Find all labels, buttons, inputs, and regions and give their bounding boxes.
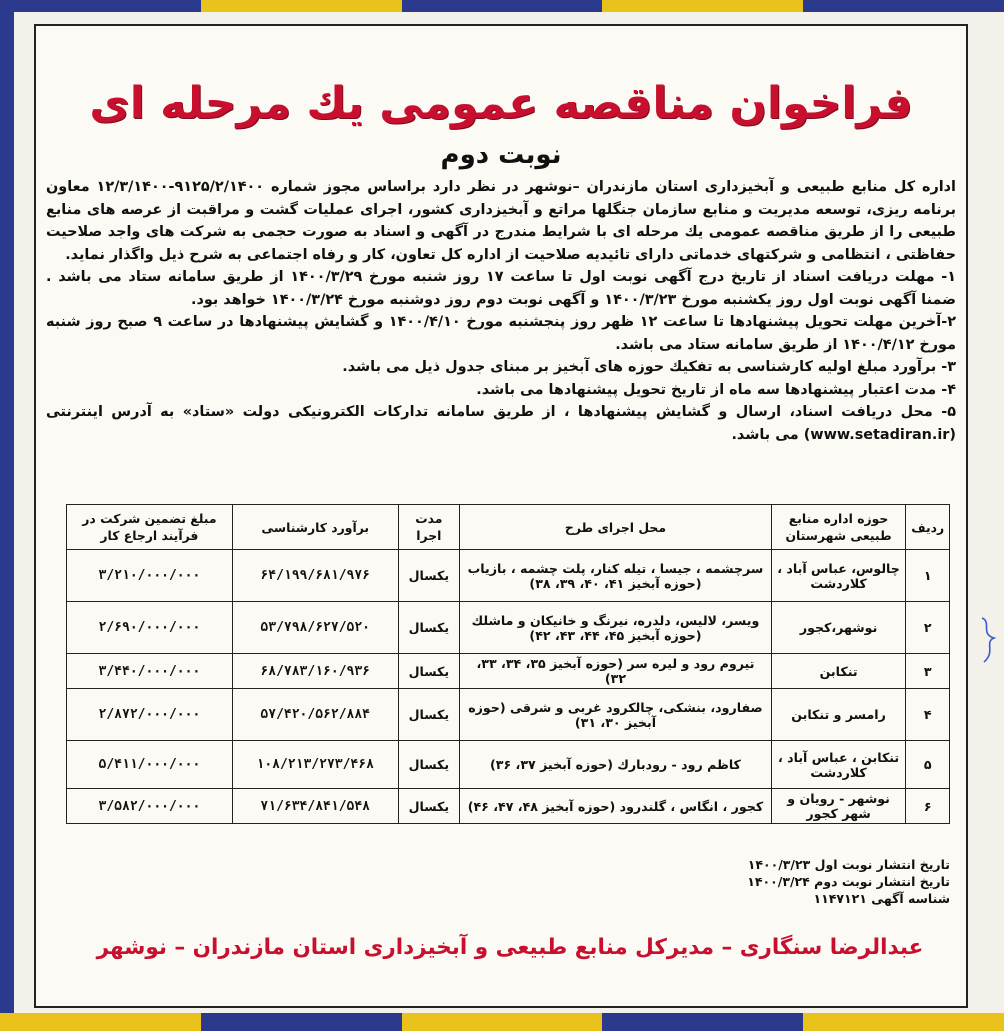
second-publication-date: تاریخ انتشار نوبت دوم ۱۴۰۰/۳/۲۴	[747, 874, 950, 889]
table-row	[67, 689, 950, 741]
cell-row-number: ۱	[906, 550, 950, 602]
col-header-guarantee: مبلغ تضمین شرکت در فرآیند ارجاع کار	[67, 505, 233, 550]
cell-location: صفارود، بنشکی، چالکرود غربی و شرقی (حوزه آبخیز ۳۰، ۳۱)	[460, 689, 772, 741]
notice-frame	[34, 24, 968, 1008]
cell-row-number: ۴	[906, 689, 950, 741]
publication-info	[70, 856, 950, 907]
tender-table	[66, 504, 950, 824]
cell-estimate: ۵۷/۴۲۰/۵۶۲/۸۸۴	[232, 689, 398, 741]
table-row	[67, 741, 950, 789]
cell-guarantee: ۳/۲۱۰/۰۰۰/۰۰۰	[67, 550, 233, 602]
cell-guarantee: ۵/۴۱۱/۰۰۰/۰۰۰	[67, 741, 233, 789]
cell-estimate: ۶۴/۱۹۹/۶۸۱/۹۷۶	[232, 550, 398, 602]
item-1: ۱- مهلت دریافت اسناد از تاریخ درج آگهی نوبت اول تا ساعت ۱۷ روز شنبه مورخ ۱۴۰۰/۳/۲۹ از طریق سامانه ستاد می باشد . ضمنا آگهی نوبت اول روز یکشنبه مورخ ۱۴۰۰/۳/۲۳ و آگهی نوبت دوم روز دوشنبه مورخ ۱۴۰۰/۳/۲۴ خواهد بود.	[46, 269, 956, 308]
col-header-duration: مدت اجرا	[398, 505, 460, 550]
cell-row-number: ۳	[906, 654, 950, 689]
intro-paragraph: اداره کل منابع طبیعی و آبخیزداری استان مازندران –نوشهر در نظر دارد براساس مجوز شماره ۹۱۲۵/۲/۱۴۰۰-۱۲/۳/۱۴۰۰ معاون برنامه ریزی، توسعه مدیریت و منابع سازمان جنگلها مراتع و آبخیزداری کشور، اجرای عملیات گشت و مراقبت از عرصه های منابع طبیعی را از طریق مناقصه عمومی یك مرحله ای با شرایط مندرج در آگهی و اسناد به صورت حجمی به شرکت های واجد صلاحیت حفاظتی ، انتظامی و شرکتهای خدماتی دارای تائیدیه صلاحیت از اداره کل تعاون، کار و رفاه اجتماعی به شرح ذیل واگذار نماید.	[46, 179, 956, 263]
cell-duration: یکسال	[398, 654, 460, 689]
bottom-edge-stripe	[0, 1013, 1004, 1031]
cell-location: تیروم رود و لیره سر (حوزه آبخیز ۳۵، ۳۴، ۳۳، ۳۲)	[460, 654, 772, 689]
item-2: ۲-آخرین مهلت تحویل پیشنهادها تا ساعت ۱۲ ظهر روز پنجشنبه مورخ ۱۴۰۰/۴/۱۰ و گشایش پیشنهادها در ساعت ۹ صبح روز شنبه مورخ ۱۴۰۰/۴/۱۲ از طریق سامانه ستاد می باشد.	[46, 314, 956, 353]
cell-estimate: ۶۸/۷۸۳/۱۶۰/۹۳۶	[232, 654, 398, 689]
cell-duration: یکسال	[398, 689, 460, 741]
cell-district: تنکابن	[771, 654, 905, 689]
cell-district: تنکابن ، عباس آباد ، کلاردشت	[771, 741, 905, 789]
col-header-district: حوزه اداره منابع طبیعی شهرستان	[771, 505, 905, 550]
item-4: ۴- مدت اعتبار پیشنهادها سه ماه از تاریخ تحویل پیشنهادها می باشد.	[476, 381, 956, 398]
table-row	[67, 550, 950, 602]
table-header-row	[67, 505, 950, 550]
cell-location: سرچشمه ، جیسا ، تیله کنار، پلت چشمه ، بازیاب (حوزه آبخیز ۴۱، ۴۰، ۳۹، ۳۸)	[460, 550, 772, 602]
cell-location: کجور ، انگاس ، گلندرود (حوزه آبخیز ۴۸، ۴۷، ۴۶)	[460, 789, 772, 824]
cell-district: نوشهر - رویان و شهر کجور	[771, 789, 905, 824]
cell-estimate: ۷۱/۶۳۴/۸۴۱/۵۴۸	[232, 789, 398, 824]
cell-district: نوشهر،کجور	[771, 602, 905, 654]
cell-duration: یکسال	[398, 741, 460, 789]
cell-duration: یکسال	[398, 789, 460, 824]
handwritten-mark	[978, 612, 1000, 668]
table-row	[67, 789, 950, 824]
notice-title: فراخوان مناقصه عمومی یك مرحله ای	[89, 78, 913, 129]
col-header-estimate: برآورد کارشناسی	[232, 505, 398, 550]
cell-location: ویسر، لالیس، دلدره، نیرنگ و خانیکان و ماشلك (حوزه آبخیز ۴۵، ۴۴، ۴۳، ۴۲)	[460, 602, 772, 654]
left-edge-stripe	[0, 0, 14, 1031]
col-header-location: محل اجرای طرح	[460, 505, 772, 550]
cell-estimate: ۱۰۸/۲۱۳/۲۷۳/۴۶۸	[232, 741, 398, 789]
cell-district: رامسر و تنکابن	[771, 689, 905, 741]
item-3: ۳- برآورد مبلغ اولیه کارشناسی به تفکیك حوزه های آبخیز بر مبنای جدول ذیل می باشد.	[342, 359, 956, 375]
notice-id: شناسه آگهی ۱۱۴۷۱۲۱	[813, 891, 950, 906]
cell-guarantee: ۲/۶۹۰/۰۰۰/۰۰۰	[67, 602, 233, 654]
cell-row-number: ۶	[906, 789, 950, 824]
table-row	[67, 602, 950, 654]
first-publication-date: تاریخ انتشار نوبت اول ۱۴۰۰/۳/۲۳	[747, 857, 950, 872]
cell-row-number: ۲	[906, 602, 950, 654]
cell-guarantee: ۳/۴۴۰/۰۰۰/۰۰۰	[67, 654, 233, 689]
notice-document	[46, 34, 956, 446]
cell-district: چالوس، عباس آباد ، کلاردشت	[771, 550, 905, 602]
signature-line: عبدالرضا سنگاری – مدیرکل منابع طبیعی و آبخیزداری استان مازندران – نوشهر	[96, 935, 924, 960]
cell-row-number: ۵	[906, 741, 950, 789]
item-5: ۵- محل دریافت اسناد، ارسال و گشایش پیشنهادها ، از طریق سامانه تدارکات الکترونیکی دولت «ستاد» به آدرس اینترنتی (www.setadiran.ir) می باشد.	[46, 404, 956, 443]
cell-guarantee: ۲/۸۷۲/۰۰۰/۰۰۰	[67, 689, 233, 741]
cell-duration: یکسال	[398, 602, 460, 654]
cell-estimate: ۵۳/۷۹۸/۶۲۷/۵۲۰	[232, 602, 398, 654]
cell-duration: یکسال	[398, 550, 460, 602]
notice-subtitle: نوبت دوم	[440, 140, 562, 170]
table-row	[67, 654, 950, 689]
top-edge-stripe	[0, 0, 1004, 12]
cell-guarantee: ۳/۵۸۲/۰۰۰/۰۰۰	[67, 789, 233, 824]
col-header-row-number: ردیف	[906, 505, 950, 550]
cell-location: کاظم رود - رودبارك (حوزه آبخیز ۳۷، ۳۶)	[460, 741, 772, 789]
